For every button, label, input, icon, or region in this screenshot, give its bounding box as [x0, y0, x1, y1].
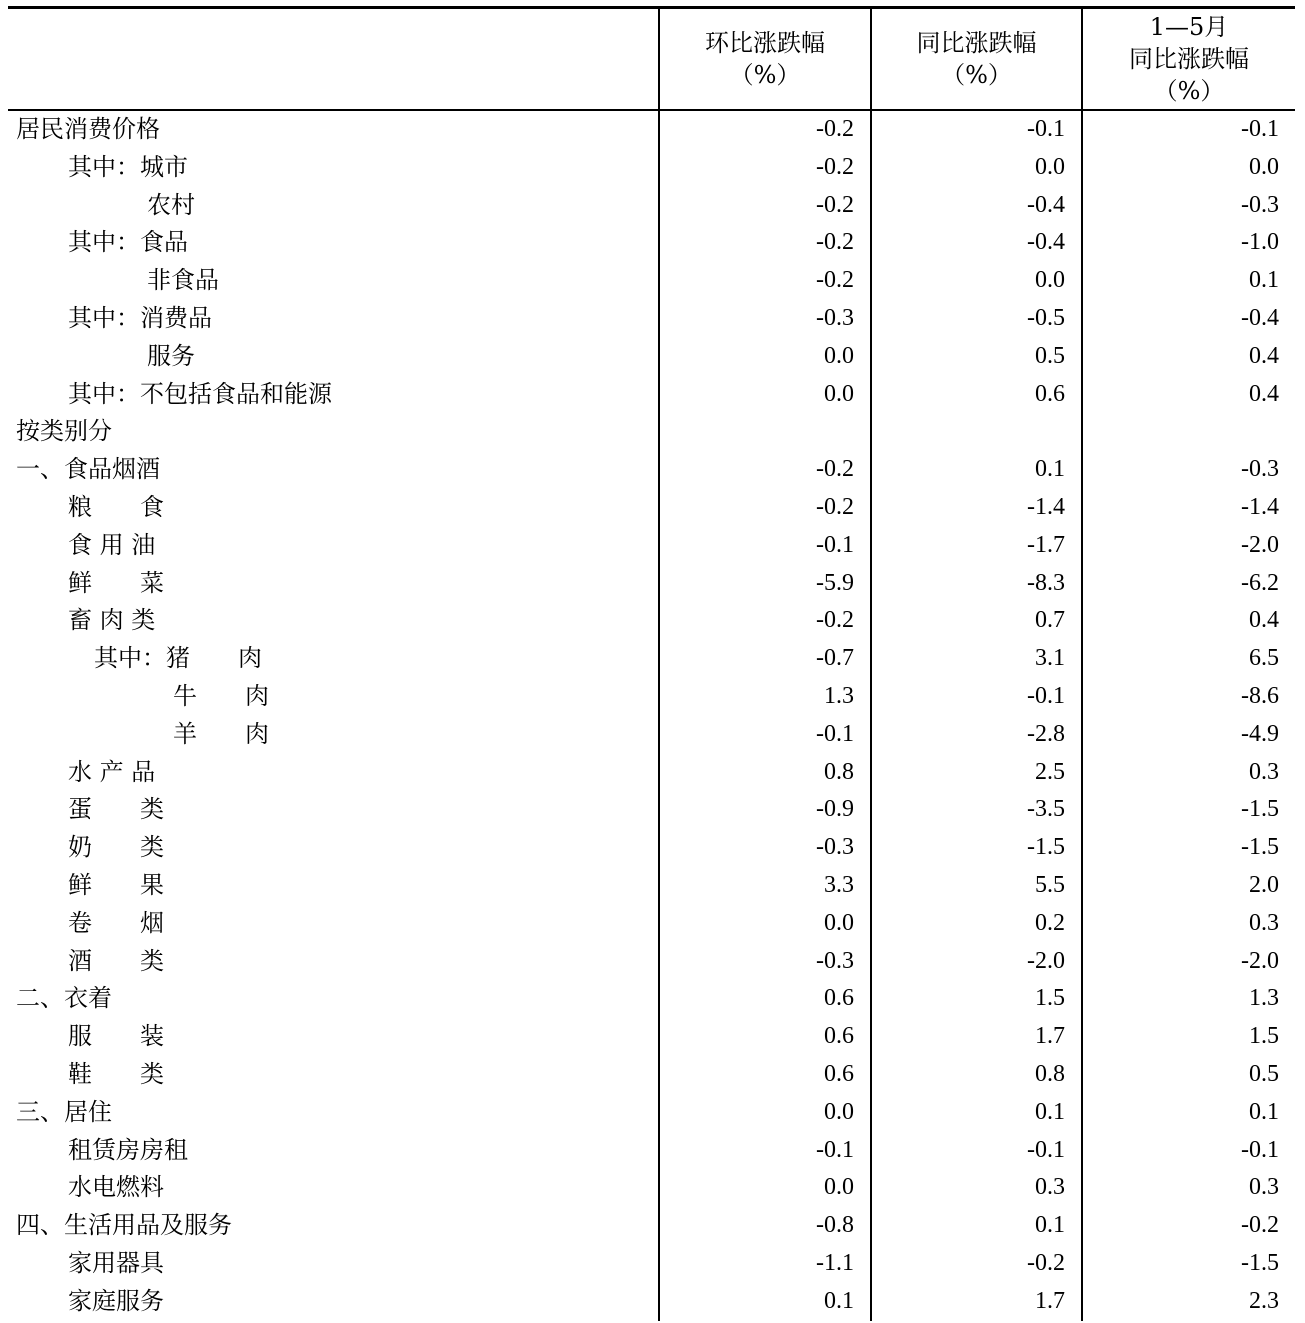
row-ytd-value: -1.5 [1082, 791, 1295, 829]
row-yoy-value: 0.6 [871, 376, 1082, 414]
row-mom-value: -0.8 [659, 1207, 871, 1245]
row-ytd-value: -0.3 [1082, 451, 1295, 489]
row-label: 蛋 类 [68, 795, 164, 824]
table-row [8, 1169, 1295, 1207]
table-row [8, 224, 1295, 262]
row-yoy-value: -0.1 [871, 110, 1082, 149]
table-row [8, 489, 1295, 527]
row-label: 家用器具 [68, 1248, 164, 1277]
table-row [8, 300, 1295, 338]
row-yoy-value: -2.8 [871, 716, 1082, 754]
row-yoy-value: -0.4 [871, 187, 1082, 225]
row-ytd-value: 0.4 [1082, 602, 1295, 640]
row-label: 其中：猪 肉 [94, 644, 262, 673]
row-label: 农村 [147, 190, 195, 219]
row-ytd-value: 0.4 [1082, 376, 1295, 414]
header-mom [659, 8, 871, 111]
row-mom-value: -0.2 [659, 149, 871, 187]
row-ytd-value: -4.9 [1082, 716, 1295, 754]
row-yoy-value: 1.7 [871, 1283, 1082, 1321]
row-yoy-value: -3.5 [871, 791, 1082, 829]
header-mom-title: 环比涨跌幅 [705, 29, 825, 57]
row-mom-value: -0.1 [659, 527, 871, 565]
header-row [8, 8, 1295, 111]
row-label: 家庭服务 [68, 1286, 164, 1315]
table-row [8, 980, 1295, 1018]
row-ytd-value: -1.0 [1082, 224, 1295, 262]
row-ytd-value: 2.3 [1082, 1283, 1295, 1321]
row-yoy-value: -0.4 [871, 224, 1082, 262]
row-label: 牛 肉 [173, 681, 269, 710]
row-mom-value: -0.2 [659, 262, 871, 300]
table-row [8, 602, 1295, 640]
row-ytd-value: 6.5 [1082, 640, 1295, 678]
table-row [8, 640, 1295, 678]
table-row [8, 1018, 1295, 1056]
row-mom-value: -0.3 [659, 943, 871, 981]
row-label: 水电燃料 [68, 1173, 164, 1202]
row-ytd-value: -0.1 [1082, 110, 1295, 149]
header-yoy [871, 8, 1082, 111]
row-label: 四、生活用品及服务 [16, 1211, 232, 1240]
row-mom-value: 1.3 [659, 678, 871, 716]
row-ytd-value: -8.6 [1082, 678, 1295, 716]
row-mom-value: -5.9 [659, 565, 871, 603]
row-label: 服 装 [68, 1022, 164, 1051]
row-mom-value: -0.2 [659, 451, 871, 489]
table-row [8, 413, 1295, 451]
row-label: 酒 类 [68, 946, 164, 975]
row-mom-value: -0.2 [659, 224, 871, 262]
table-row [8, 338, 1295, 376]
row-yoy-value: -0.1 [871, 678, 1082, 716]
row-yoy-value: 2.5 [871, 754, 1082, 792]
row-label: 其中：城市 [68, 152, 188, 181]
row-mom-value: 0.0 [659, 1169, 871, 1207]
table-row [8, 829, 1295, 867]
row-label: 非食品 [147, 266, 219, 295]
row-ytd-value: -0.4 [1082, 300, 1295, 338]
table-row [8, 1245, 1295, 1283]
row-ytd-value: -2.0 [1082, 527, 1295, 565]
row-mom-value: -0.3 [659, 300, 871, 338]
table-row [8, 376, 1295, 414]
row-ytd-value: -0.3 [1082, 187, 1295, 225]
row-label: 租赁房房租 [68, 1135, 188, 1164]
row-yoy-value: 1.5 [871, 980, 1082, 1018]
row-yoy-value [871, 413, 1082, 451]
row-label: 粮 食 [68, 492, 164, 521]
row-mom-value: 0.1 [659, 1283, 871, 1321]
table-row [8, 716, 1295, 754]
row-ytd-value: -1.4 [1082, 489, 1295, 527]
table-row [8, 1094, 1295, 1132]
row-mom-value: 0.8 [659, 754, 871, 792]
table-row [8, 905, 1295, 943]
row-label: 羊 肉 [173, 719, 269, 748]
row-label: 按类别分 [16, 417, 112, 446]
row-mom-value: -0.3 [659, 829, 871, 867]
row-mom-value: -0.2 [659, 489, 871, 527]
table-row [8, 791, 1295, 829]
table-row [8, 1207, 1295, 1245]
row-yoy-value: -0.1 [871, 1132, 1082, 1170]
row-label: 其中：不包括食品和能源 [68, 379, 332, 408]
row-mom-value: 3.3 [659, 867, 871, 905]
table-row [8, 678, 1295, 716]
table-row [8, 451, 1295, 489]
row-ytd-value: -1.5 [1082, 1245, 1295, 1283]
header-ytd-unit: （%） [1153, 77, 1225, 105]
row-mom-value: -0.2 [659, 110, 871, 149]
row-mom-value: -0.2 [659, 602, 871, 640]
row-ytd-value: 0.0 [1082, 149, 1295, 187]
header-yoy-unit: （%） [941, 61, 1012, 89]
row-yoy-value: 1.7 [871, 1018, 1082, 1056]
row-label: 卷 烟 [68, 908, 164, 937]
header-mom-unit: （%） [729, 61, 801, 89]
row-label: 鞋 类 [68, 1059, 164, 1088]
row-yoy-value: -2.0 [871, 943, 1082, 981]
table-row [8, 1132, 1295, 1170]
row-yoy-value: -8.3 [871, 565, 1082, 603]
table-row [8, 565, 1295, 603]
row-label: 服务 [147, 341, 195, 370]
row-yoy-value: 0.5 [871, 338, 1082, 376]
row-yoy-value: 0.0 [871, 149, 1082, 187]
row-label: 三、居住 [16, 1097, 112, 1126]
header-item-column [8, 8, 659, 111]
row-label: 一、食品烟酒 [16, 455, 160, 484]
row-mom-value: 0.6 [659, 980, 871, 1018]
row-ytd-value: 0.1 [1082, 1094, 1295, 1132]
row-label: 鲜 果 [68, 870, 164, 899]
row-mom-value: -0.1 [659, 1132, 871, 1170]
table-row [8, 943, 1295, 981]
row-mom-value: 0.6 [659, 1018, 871, 1056]
row-ytd-value: 0.3 [1082, 905, 1295, 943]
row-yoy-value: 0.1 [871, 1207, 1082, 1245]
row-yoy-value: -1.5 [871, 829, 1082, 867]
table-row [8, 1056, 1295, 1094]
header-yoy-title: 同比涨跌幅 [916, 29, 1037, 57]
row-label: 二、衣着 [16, 984, 112, 1013]
row-yoy-value: 0.2 [871, 905, 1082, 943]
table-body [8, 110, 1295, 1321]
row-mom-value: 0.0 [659, 1094, 871, 1132]
table-row [8, 187, 1295, 225]
row-ytd-value: 0.4 [1082, 338, 1295, 376]
row-ytd-value: -6.2 [1082, 565, 1295, 603]
row-yoy-value: 5.5 [871, 867, 1082, 905]
table-row [8, 149, 1295, 187]
row-yoy-value: -1.7 [871, 527, 1082, 565]
header-ytd [1082, 8, 1295, 111]
row-yoy-value: -0.5 [871, 300, 1082, 338]
row-ytd-value: 1.3 [1082, 980, 1295, 1018]
row-label: 居民消费价格 [16, 115, 160, 143]
row-ytd-value: 0.5 [1082, 1056, 1295, 1094]
row-mom-value: -0.9 [659, 791, 871, 829]
row-ytd-value: -0.2 [1082, 1207, 1295, 1245]
row-ytd-value: -2.0 [1082, 943, 1295, 981]
row-mom-value: -0.1 [659, 716, 871, 754]
row-label: 水 产 品 [68, 757, 156, 786]
row-ytd-value: 2.0 [1082, 867, 1295, 905]
row-ytd-value: 0.3 [1082, 1169, 1295, 1207]
row-mom-value: -0.2 [659, 187, 871, 225]
header-ytd-period: 1—5月 [1149, 13, 1229, 41]
table-row [8, 867, 1295, 905]
row-mom-value: 0.0 [659, 905, 871, 943]
row-label: 其中：食品 [68, 228, 188, 257]
header-ytd-title: 同比涨跌幅 [1129, 45, 1249, 73]
row-ytd-value: 0.1 [1082, 262, 1295, 300]
row-mom-value: 0.0 [659, 338, 871, 376]
row-ytd-value: -1.5 [1082, 829, 1295, 867]
row-label: 鲜 菜 [68, 568, 164, 597]
row-yoy-value: 0.1 [871, 451, 1082, 489]
row-yoy-value: -0.2 [871, 1245, 1082, 1283]
cpi-table [8, 6, 1295, 1321]
row-mom-value: 0.0 [659, 376, 871, 414]
table-row [8, 262, 1295, 300]
row-mom-value [659, 413, 871, 451]
row-ytd-value: -0.1 [1082, 1132, 1295, 1170]
row-ytd-value [1082, 413, 1295, 451]
row-label: 其中：消费品 [68, 303, 212, 332]
row-yoy-value: 3.1 [871, 640, 1082, 678]
row-mom-value: -0.7 [659, 640, 871, 678]
row-label: 奶 类 [68, 833, 164, 862]
row-yoy-value: 0.8 [871, 1056, 1082, 1094]
row-yoy-value: 0.1 [871, 1094, 1082, 1132]
row-yoy-value: 0.0 [871, 262, 1082, 300]
row-ytd-value: 0.3 [1082, 754, 1295, 792]
row-yoy-value: 0.3 [871, 1169, 1082, 1207]
row-label: 食 用 油 [68, 530, 156, 559]
table-row [8, 110, 1295, 149]
table-row [8, 527, 1295, 565]
row-mom-value: -1.1 [659, 1245, 871, 1283]
table-row [8, 754, 1295, 792]
row-label: 畜 肉 类 [68, 606, 156, 635]
row-yoy-value: 0.7 [871, 602, 1082, 640]
row-yoy-value: -1.4 [871, 489, 1082, 527]
row-mom-value: 0.6 [659, 1056, 871, 1094]
table-row [8, 1283, 1295, 1321]
row-ytd-value: 1.5 [1082, 1018, 1295, 1056]
